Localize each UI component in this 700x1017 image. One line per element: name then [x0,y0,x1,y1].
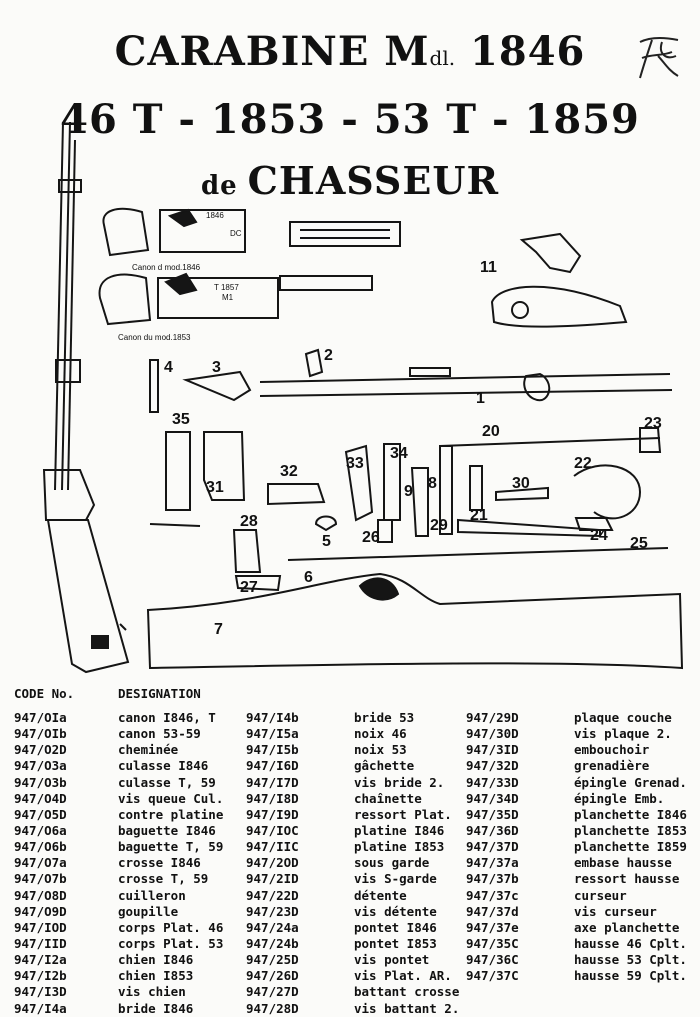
part-code: 947/I4a [14,1000,67,1016]
part-label-7: 7 [214,621,223,638]
part-designation: épingle Emb. [574,790,665,806]
part-32 [268,484,324,504]
part-code: 947/IID [14,935,67,951]
part-code: 947/I3D [14,984,67,1000]
part-designation: ressort hausse [574,871,680,887]
part-designation: culasse I846 [118,758,209,774]
part-designation: cheminée [118,742,179,758]
part-designation: pontet I846 [354,919,437,935]
part-designation: goupille [118,903,179,919]
part-designation: ressort Plat. [354,806,452,822]
part-label-27: 27 [240,579,258,596]
part-code: 947/2OD [246,855,299,871]
part-designation: bride I846 [118,1000,194,1016]
part-label-28: 28 [240,513,258,530]
page-title-line-2: 46 T - 1853 - 53 T - 1859 [60,96,640,143]
part-code: 947/I9D [246,806,299,822]
part-code: 947/37d [466,903,519,919]
part-label-3: 3 [212,359,221,376]
part-label-31: 31 [206,479,224,496]
part-designation: chaînette [354,790,422,806]
part-code: 947/I5a [246,726,299,742]
part-code: 947/I6D [246,758,299,774]
part-code: 947/IOC [246,822,299,838]
part-code: 947/24b [246,935,299,951]
part-code: 947/I7D [246,774,299,790]
part-3-hammer [186,372,250,400]
part-code: 947/30D [466,726,519,742]
part-designation: hausse 46 Cplt. [574,935,687,951]
part-code: 947/O7b [14,871,67,887]
part-code: 947/O8D [14,887,67,903]
part-designation: planchette I853 [574,822,687,838]
part-designation: baguette T, 59 [118,839,224,855]
mark-t1857: T 1857 [214,283,239,292]
part-code: 947/37e [466,919,519,935]
part-code: 947/OIb [14,726,67,742]
part-designation: hausse 53 Cplt. [574,952,687,968]
part-code: 947/25D [246,952,299,968]
part-code: 947/O7a [14,855,67,871]
part-code: 947/34D [466,790,519,806]
part-designation: noix 46 [354,726,407,742]
part-label-2: 2 [324,347,333,364]
part-designation: battant crosse [354,984,460,1000]
page-title-line-1: CARABINE Mdl. 1846 [114,28,586,75]
part-code: 947/I2b [14,968,67,984]
part-26 [378,520,392,542]
part-code: 947/O3b [14,774,67,790]
canon-1846-label: Canon d mod.1846 [132,263,201,272]
part-label-32: 32 [280,463,298,480]
part-code: 947/O6a [14,822,67,838]
part-20-ramrod [440,438,660,446]
part-28 [234,530,260,572]
part-label-8: 8 [428,475,437,492]
part-code: 947/O4D [14,790,67,806]
part-label-34: 34 [390,445,408,462]
part-code: 947/37D [466,839,519,855]
part-label-26: 26 [362,529,380,546]
part-label-23: 23 [644,415,662,432]
part-code: 947/29D [466,710,519,725]
part-5 [316,517,336,531]
part-label-24: 24 [590,527,608,544]
part-designation: corps Plat. 53 [118,935,224,951]
part-code: 947/O6b [14,839,67,855]
part-label-6: 6 [304,569,313,586]
part-label-30: 30 [512,475,530,492]
lock-assembly-11 [492,234,626,327]
part-code: 947/37c [466,887,519,903]
part-label-11: 11 [480,259,497,276]
header-code: CODE No. [14,686,75,701]
lock-mortise [360,578,398,599]
part-designation: contre platine [118,806,224,822]
part-designation: vis plaque 2. [574,726,672,742]
part-22-trigger-guard [574,465,640,518]
part-designation: embase hausse [574,855,672,871]
part-code: 947/I4b [246,710,299,725]
part-designation: canon 53-59 [118,726,201,742]
part-designation: embouchoir [574,742,650,758]
part-2-nipple [306,350,322,376]
part-code: 947/O5D [14,806,67,822]
part-designation: crosse T, 59 [118,871,209,887]
part-code: 947/2ID [246,871,299,887]
part-label-29: 29 [430,517,448,534]
part-label-22: 22 [574,455,592,472]
spring-part [150,524,200,526]
part-code: 947/28D [246,1000,299,1016]
canon-1853-label: Canon du mod.1853 [118,333,191,342]
part-code: 947/IOD [14,919,67,935]
part-code: 947/33D [466,774,519,790]
part-code: 947/OIa [14,710,67,725]
part-designation: grenadière [574,758,650,774]
part-designation: platine I853 [354,839,445,855]
part-code: 947/IIC [246,839,299,855]
mark-1846: 1846 [206,211,224,220]
part-designation: plaque couche [574,710,672,725]
part-4-tail-screw [150,360,158,412]
part-designation: gâchette [354,758,415,774]
part-designation: noix 53 [354,742,407,758]
part-designation: platine I846 [354,822,445,838]
part-label-20: 20 [482,423,500,440]
mark-m1: M1 [222,293,234,302]
part-label-1: 1 [476,390,485,407]
part-code: 947/32D [466,758,519,774]
part-label-4: 4 [164,359,173,376]
part-designation: vis curseur [574,903,657,919]
part-designation: chien I846 [118,952,194,968]
part-label-21: 21 [470,507,488,524]
part-designation: détente [354,887,407,903]
part-code: 947/27D [246,984,299,1000]
part-code: 947/26D [246,968,299,984]
part-code: 947/O3a [14,758,67,774]
part-designation: axe planchette [574,919,680,935]
part-designation: baguette I846 [118,822,216,838]
part-designation: planchette I859 [574,839,687,855]
part-designation: planchette I846 [574,806,687,822]
part-code: 947/3ID [466,742,519,758]
header-designation: DESIGNATION [118,686,201,701]
part-designation: vis pontet [354,952,430,968]
part-designation: crosse I846 [118,855,201,871]
part-21 [470,466,482,510]
part-designation: bride 53 [354,710,415,725]
part-code: 947/O2D [14,742,67,758]
part-code: 947/24a [246,919,299,935]
part-code: 947/22D [246,887,299,903]
rifle-illustration [44,122,128,672]
part-designation: hausse 59 Cplt. [574,968,687,984]
part-designation: cuilleron [118,887,186,903]
part-code: 947/37a [466,855,519,871]
part-designation: vis détente [354,903,437,919]
part-code: 947/37C [466,968,519,984]
part-35 [166,432,190,510]
part-designation: vis chien [118,984,186,1000]
part-code: 947/I5b [246,742,299,758]
part-code: 947/O9D [14,903,67,919]
part-label-33: 33 [346,455,364,472]
breech-detail-1853 [100,274,372,324]
part-code: 947/I8D [246,790,299,806]
part-code: 947/35C [466,935,519,951]
part-designation: épingle Grenad. [574,774,687,790]
part-designation: culasse T, 59 [118,774,216,790]
part-designation: vis Plat. AR. [354,968,452,984]
part-code: 947/36C [466,952,519,968]
part-designation: vis S-garde [354,871,437,887]
part-label-25: 25 [630,535,648,552]
part-designation: vis battant 2. [354,1000,460,1016]
rear-sight-ladder [290,222,400,246]
part-designation: chien I853 [118,968,194,984]
part-designation: vis bride 2. [354,774,445,790]
part-designation: canon I846, T [118,710,216,725]
page-title-line-3: de CHASSEUR [200,158,500,203]
part-code: 947/I2a [14,952,67,968]
part-code: 947/23D [246,903,299,919]
part-6-ramrod [288,548,668,560]
part-9 [412,468,428,536]
part-designation: sous garde [354,855,430,871]
part-code: 947/37b [466,871,519,887]
part-designation: corps Plat. 46 [118,919,224,935]
part-designation: curseur [574,887,627,903]
part-label-5: 5 [322,533,331,550]
part-designation: vis queue Cul. [118,790,224,806]
part-designation: pontet I853 [354,935,437,951]
part-code: 947/35D [466,806,519,822]
part-label-9: 9 [404,483,413,500]
part-7-stock [148,574,682,668]
part-label-35: 35 [172,411,190,428]
mark-dc: DC [230,229,242,238]
part-code: 947/36D [466,822,519,838]
